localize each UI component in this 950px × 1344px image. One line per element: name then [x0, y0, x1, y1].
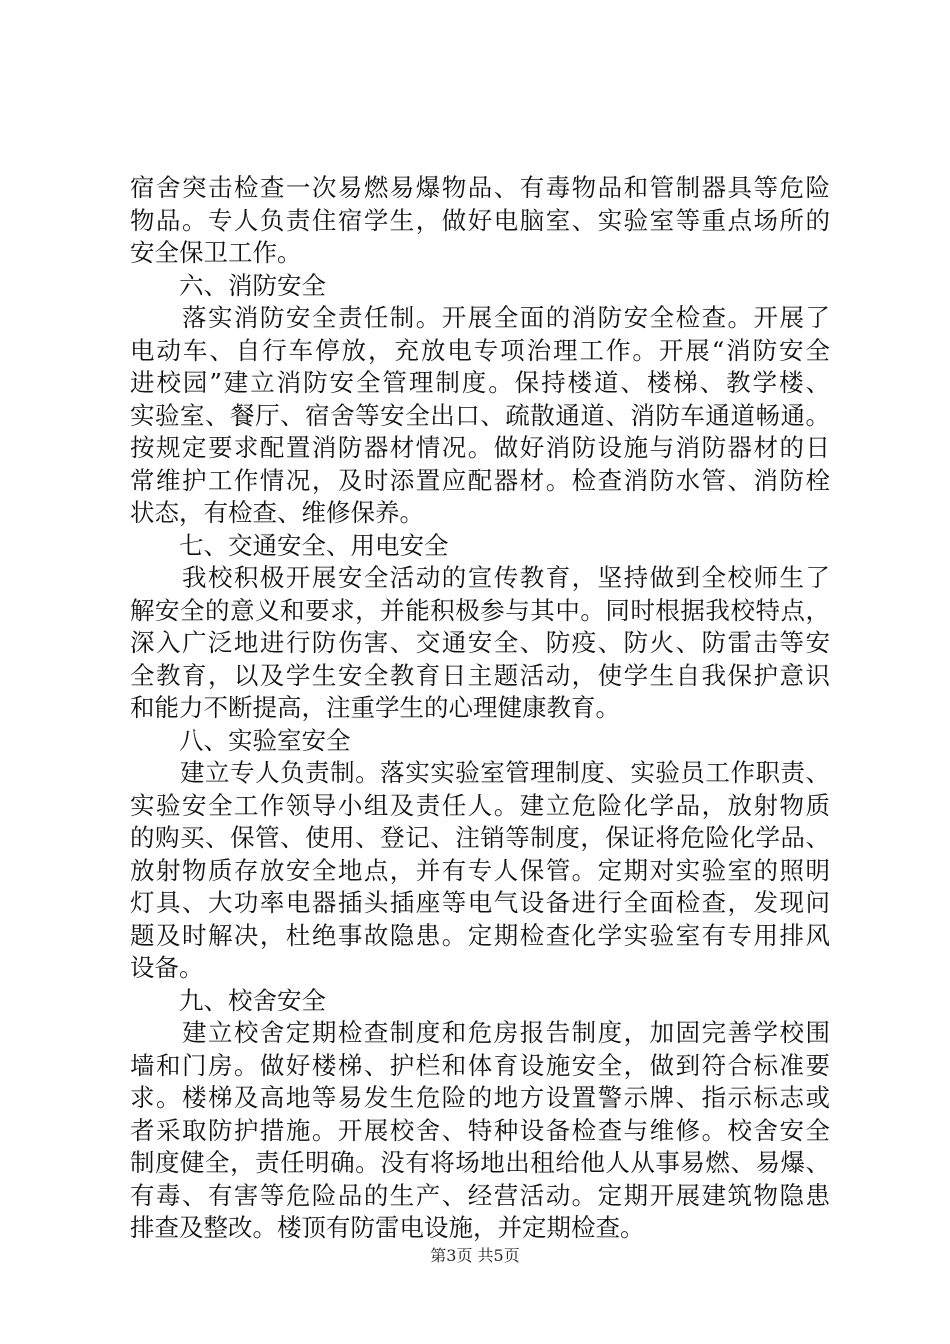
body-line: 排查及整改。楼顶有防雷电设施，并定期检查。	[130, 1213, 645, 1242]
body-line: 求。楼梯及高地等易发生危险的地方设置警示牌、指示标志或	[130, 1083, 830, 1112]
body-line: 常维护工作情况，及时添置应配器材。检查消防水管、消防栓	[130, 465, 830, 495]
body-line: 解安全的意义和要求，并能积极参与其中。同时根据我校特点，	[130, 595, 830, 625]
body-line: 全教育，以及学生安全教育日主题活动，使学生自我保护意识	[130, 660, 830, 690]
body-line: 的购买、保管、使用、登记、注销等制度，保证将危险化学品、	[130, 823, 830, 852]
body-line: 落实消防安全责任制。开展全面的消防安全检查。开展了	[130, 303, 830, 332]
section-heading-traffic-electric-safety: 七、交通安全、用电安全	[130, 530, 449, 560]
body-line: 宿舍突击检查一次易燃易爆物品、有毒物品和管制器具等危险	[130, 173, 830, 202]
body-line: 和能力不断提高，注重学生的心理健康教育。	[130, 693, 620, 722]
body-line: 物品。专人负责住宿学生，做好电脑室、实验室等重点场所的	[130, 205, 830, 235]
section-heading-lab-safety: 八、实验室安全	[130, 725, 351, 755]
body-line: 墙和门房。做好楼梯、护栏和体育设施安全，做到符合标准要	[130, 1050, 830, 1080]
body-line: 有毒、有害等危险品的生产、经营活动。定期开展建筑物隐患	[130, 1180, 830, 1210]
body-line: 制度健全，责任明确。没有将场地出租给他人从事易燃、易爆、	[130, 1148, 830, 1177]
body-line: 深入广泛地进行防伤害、交通安全、防疫、防火、防雷击等安	[130, 628, 830, 657]
body-line: 电动车、自行车停放，充放电专项治理工作。开展“消防安全	[130, 335, 830, 365]
body-line: 建立校舍定期检查制度和危房报告制度，加固完善学校围	[130, 1018, 830, 1047]
body-line: 灯具、大功率电器插头插座等电气设备进行全面检查，发现问	[130, 888, 830, 917]
body-line: 建立专人负责制。落实实验室管理制度、实验员工作职责、	[130, 758, 830, 787]
body-line: 实验室、餐厅、宿舍等安全出口、疏散通道、消防车通道畅通。	[130, 400, 830, 430]
body-line: 放射物质存放安全地点，并有专人保管。定期对实验室的照明	[130, 855, 830, 885]
section-heading-fire-safety: 六、消防安全	[130, 270, 326, 300]
body-line: 设备。	[130, 953, 204, 982]
body-line: 者采取防护措施。开展校舍、特种设备检查与维修。校舍安全	[130, 1115, 830, 1145]
body-line: 进校园”建立消防安全管理制度。保持楼道、楼梯、教学楼、	[130, 368, 830, 397]
body-line: 安全保卫工作。	[130, 238, 302, 267]
body-line: 状态，有检查、维修保养。	[130, 498, 424, 527]
body-line: 按规定要求配置消防器材情况。做好消防设施与消防器材的日	[130, 433, 830, 462]
section-heading-building-safety: 九、校舍安全	[130, 985, 326, 1015]
document-body	[130, 172, 830, 1245]
page-number-footer: 第3页 共5页	[430, 1246, 520, 1265]
body-line: 我校积极开展安全活动的宣传教育，坚持做到全校师生了	[130, 563, 830, 592]
body-line: 题及时解决，杜绝事故隐患。定期检查化学实验室有专用排风	[130, 920, 830, 950]
body-line: 实验安全工作领导小组及责任人。建立危险化学品，放射物质	[130, 790, 830, 820]
